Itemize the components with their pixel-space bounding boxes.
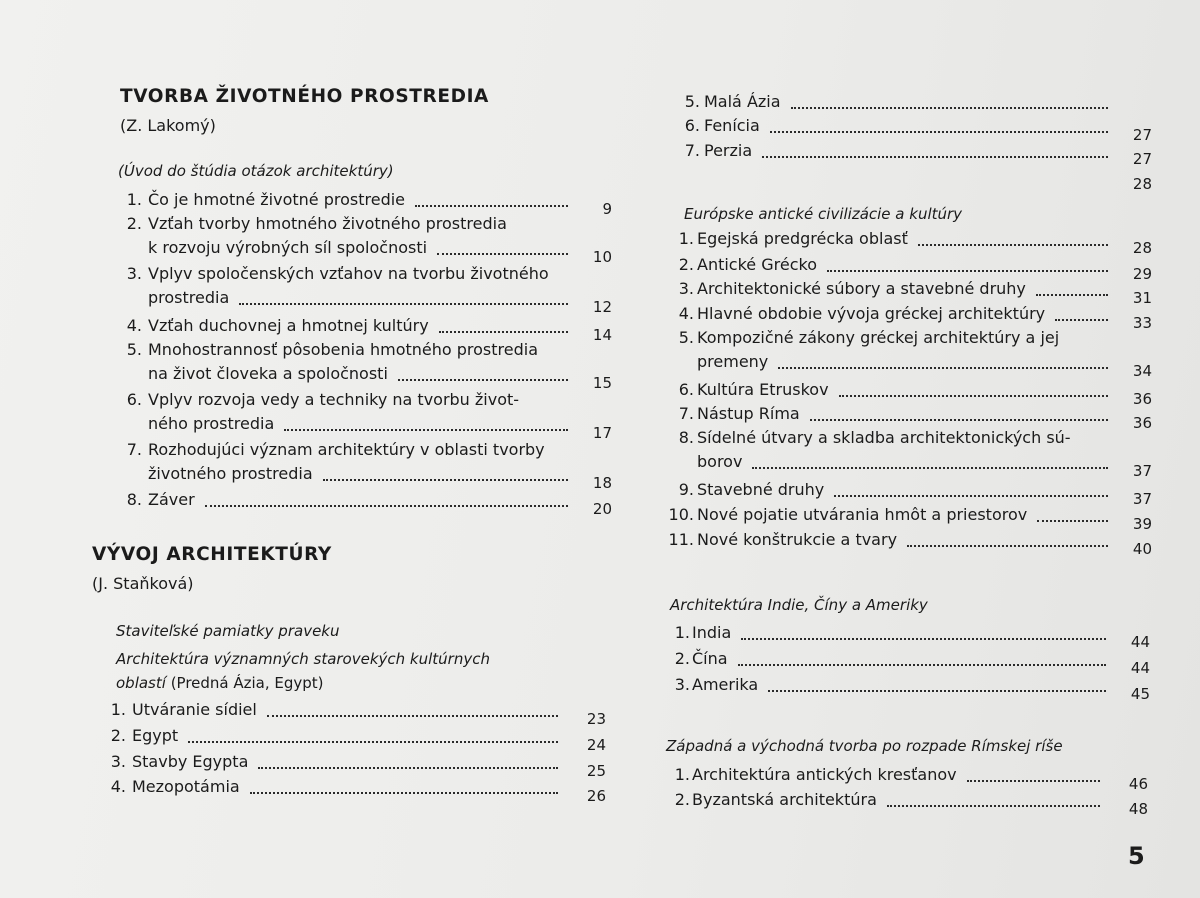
toc-leader-dots — [1036, 294, 1108, 296]
toc-leader-dots — [439, 331, 568, 333]
toc-page-number: 14 — [592, 326, 612, 344]
toc-leader-dots — [887, 805, 1100, 807]
toc-entry-title: Nové pojatie utvárania hmôt a priestorov — [697, 505, 1028, 524]
subsection-title — [116, 674, 324, 692]
toc-entry-title: Záver — [148, 490, 195, 509]
toc-leader-dots — [907, 545, 1108, 547]
toc-leader-dots — [398, 379, 568, 381]
toc-entry-line — [110, 340, 538, 359]
toc-page-number: 37 — [1132, 462, 1152, 480]
toc-entry-title: Egypt — [132, 726, 179, 745]
toc-entry-number: 7. — [678, 404, 694, 423]
toc-entry-line — [148, 288, 229, 307]
toc-entry-line — [660, 530, 897, 549]
toc-entry-number: 11. — [668, 530, 694, 549]
toc-leader-dots — [770, 131, 1108, 133]
toc-entry-title: ného prostredia — [148, 414, 275, 433]
toc-entry-number: 6. — [678, 380, 694, 399]
toc-page-number: 44 — [1130, 633, 1150, 651]
toc-entry-line — [660, 255, 817, 274]
toc-leader-dots — [762, 156, 1108, 158]
toc-entry-number: 8. — [678, 428, 694, 447]
toc-leader-dots — [827, 270, 1108, 272]
toc-leader-dots — [768, 690, 1106, 692]
toc-entry-number: 9. — [678, 480, 694, 499]
toc-entry-title: Architektonické súbory a stavebné druhy — [697, 279, 1026, 298]
toc-entry-line — [697, 452, 742, 471]
toc-entry-line — [148, 238, 427, 257]
section-title: VÝVOJ ARCHITEKTÚRY — [92, 544, 332, 565]
toc-leader-dots — [437, 253, 568, 255]
toc-entry-line — [664, 765, 957, 784]
toc-page-number: 29 — [1132, 265, 1152, 283]
toc-entry-line — [674, 141, 752, 160]
page-number: 5 — [1128, 842, 1145, 870]
toc-page-number: 40 — [1132, 540, 1152, 558]
toc-entry-title: Sídelné útvary a skladba architektonických sú- — [697, 428, 1071, 447]
toc-entry-line — [110, 214, 507, 233]
toc-entry-title: Kultúra Etruskov — [697, 380, 829, 399]
toc-entry-number: 1. — [678, 229, 694, 248]
toc-page-number: 46 — [1128, 775, 1148, 793]
toc-page-number: 25 — [586, 762, 606, 780]
toc-entry-line — [86, 726, 178, 745]
toc-entry-number: 5. — [126, 340, 142, 359]
toc-page-number: 48 — [1128, 800, 1148, 818]
toc-entry-line — [664, 623, 731, 642]
subsection-italic: oblastí — [116, 674, 166, 692]
toc-entry-line — [660, 404, 800, 423]
toc-entry-title: India — [692, 623, 732, 642]
subsection-title: Európske antické civilizácie a kultúry — [684, 205, 963, 223]
toc-page-number: 36 — [1132, 390, 1152, 408]
toc-entry-line — [674, 92, 781, 111]
toc-entry-number: 2. — [674, 649, 690, 668]
toc-entry-number: 8. — [126, 490, 142, 509]
toc-page-number: 17 — [592, 424, 612, 442]
toc-entry-title: Mezopotámia — [132, 777, 240, 796]
toc-entry-number: 2. — [110, 726, 126, 745]
toc-entry-line — [110, 390, 519, 409]
toc-entry-title: životného prostredia — [148, 464, 313, 483]
toc-entry-number: 3. — [110, 752, 126, 771]
toc-entry-number: 2. — [126, 214, 142, 233]
subsection-regular: (Predná Ázia, Egypt) — [165, 674, 324, 692]
toc-entry-title: Egejská predgrécka oblasť — [697, 229, 908, 248]
toc-entry-line — [148, 414, 274, 433]
toc-entry-title: Mnohostrannosť pôsobenia hmotného prostredia — [148, 340, 539, 359]
toc-entry-title: Vplyv spoločenských vzťahov na tvorbu životného — [148, 264, 549, 283]
toc-leader-dots — [258, 767, 558, 769]
toc-leader-dots — [778, 367, 1108, 369]
toc-entry-line — [660, 380, 829, 399]
toc-entry-title: Byzantská architektúra — [692, 790, 877, 809]
toc-entry-title: premeny — [697, 352, 769, 371]
toc-entry-title: Stavby Egypta — [132, 752, 249, 771]
section-author: (J. Staňková) — [92, 574, 194, 593]
toc-leader-dots — [839, 395, 1108, 397]
toc-entry-title: Čína — [692, 649, 728, 668]
toc-page-number: 28 — [1132, 175, 1152, 193]
toc-entry-number: 7. — [126, 440, 142, 459]
toc-leader-dots — [967, 780, 1100, 782]
toc-entry-title: Kompozičné zákony gréckej architektúry a jej — [697, 328, 1060, 347]
toc-leader-dots — [752, 467, 1108, 469]
toc-entry-line — [86, 752, 248, 771]
toc-entry-line — [664, 790, 877, 809]
toc-entry-title: na život človeka a spoločnosti — [148, 364, 388, 383]
toc-entry-title: Amerika — [692, 675, 759, 694]
section-title: TVORBA ŽIVOTNÉHO PROSTREDIA — [120, 86, 489, 107]
toc-page-number: 44 — [1130, 659, 1150, 677]
toc-leader-dots — [810, 419, 1108, 421]
toc-entry-title: Utváranie sídiel — [132, 700, 257, 719]
toc-entry-title: Čo je hmotné životné prostredie — [148, 190, 406, 209]
toc-entry-line — [110, 490, 195, 509]
subsection-title: Staviteľské pamiatky praveku — [116, 622, 340, 640]
toc-entry-line — [660, 328, 1059, 347]
toc-entry-line — [697, 352, 768, 371]
toc-page-number: 9 — [602, 200, 612, 218]
toc-entry-number: 3. — [126, 264, 142, 283]
toc-entry-title: Nové konštrukcie a tvary — [697, 530, 898, 549]
subsection-title: Architektúra Indie, Číny a Ameriky — [670, 596, 928, 614]
toc-page-number: 33 — [1132, 314, 1152, 332]
toc-entry-line — [148, 364, 388, 383]
toc-entry-number: 2. — [674, 790, 690, 809]
toc-leader-dots — [250, 792, 558, 794]
toc-entry-title: k rozvoju výrobných síl spoločnosti — [148, 238, 428, 257]
toc-entry-number: 1. — [110, 700, 126, 719]
toc-page-number: 20 — [592, 500, 612, 518]
toc-page-number: 36 — [1132, 414, 1152, 432]
toc-leader-dots — [1037, 520, 1108, 522]
subsection-title: Architektúra významných starovekých kultúrnych — [116, 650, 490, 668]
toc-page-number: 12 — [592, 298, 612, 316]
toc-entry-title: Architektúra antických kresťanov — [692, 765, 957, 784]
toc-entry-line — [664, 675, 758, 694]
toc-entry-title: Nástup Ríma — [697, 404, 800, 423]
toc-leader-dots — [834, 495, 1108, 497]
toc-entry-line — [660, 229, 908, 248]
toc-entry-line — [660, 505, 1027, 524]
toc-leader-dots — [415, 205, 568, 207]
toc-entry-line — [664, 649, 728, 668]
toc-entry-number: 10. — [668, 505, 694, 524]
toc-leader-dots — [323, 479, 568, 481]
toc-leader-dots — [918, 244, 1108, 246]
toc-page-number: 39 — [1132, 515, 1152, 533]
toc-leader-dots — [284, 429, 568, 431]
toc-entry-number: 2. — [678, 255, 694, 274]
toc-entry-title: Rozhodujúci význam architektúry v oblasti tvorby — [148, 440, 545, 459]
toc-entry-line — [660, 279, 1026, 298]
toc-entry-title: Malá Ázia — [704, 92, 781, 111]
toc-entry-number: 6. — [684, 116, 700, 135]
toc-entry-line — [110, 190, 405, 209]
toc-entry-number: 1. — [674, 623, 690, 642]
toc-entry-line — [86, 700, 257, 719]
toc-page-number: 26 — [586, 787, 606, 805]
toc-entry-number: 5. — [684, 92, 700, 111]
toc-page-number: 23 — [586, 710, 606, 728]
subsection-title: Západná a východná tvorba po rozpade Rímskej ríše — [666, 737, 1063, 755]
toc-leader-dots — [741, 638, 1106, 640]
toc-leader-dots — [738, 664, 1106, 666]
toc-entry-line — [674, 116, 760, 135]
toc-entry-line — [86, 777, 240, 796]
toc-leader-dots — [188, 741, 558, 743]
toc-leader-dots — [205, 505, 568, 507]
toc-page-number: 24 — [586, 736, 606, 754]
toc-entry-title: Vzťah duchovnej a hmotnej kultúry — [148, 316, 429, 335]
toc-entry-title: Fenícia — [704, 116, 760, 135]
toc-entry-number: 4. — [678, 304, 694, 323]
toc-page-number: 10 — [592, 248, 612, 266]
toc-leader-dots — [267, 715, 558, 717]
toc-entry-line — [110, 440, 545, 459]
toc-page-number: 31 — [1132, 289, 1152, 307]
section-subtitle: (Úvod do štúdia otázok architektúry) — [118, 162, 394, 180]
toc-entry-number: 3. — [678, 279, 694, 298]
toc-page-number: 18 — [592, 474, 612, 492]
toc-entry-title: prostredia — [148, 288, 230, 307]
toc-entry-title: Perzia — [704, 141, 753, 160]
toc-entry-number: 3. — [674, 675, 690, 694]
toc-entry-number: 1. — [674, 765, 690, 784]
toc-entry-title: Vzťah tvorby hmotného životného prostredia — [148, 214, 507, 233]
toc-entry-number: 4. — [110, 777, 126, 796]
toc-entry-line — [660, 480, 824, 499]
toc-entry-line — [110, 316, 429, 335]
toc-leader-dots — [239, 303, 568, 305]
toc-page-number: 45 — [1130, 685, 1150, 703]
toc-entry-title: Vplyv rozvoja vedy a techniky na tvorbu život- — [148, 390, 520, 409]
section-author: (Z. Lakomý) — [120, 116, 216, 135]
toc-entry-title: Hlavné obdobie vývoja gréckej architektúry — [697, 304, 1046, 323]
toc-page-number: 28 — [1132, 239, 1152, 257]
toc-entry-line — [148, 464, 313, 483]
toc-entry-number: 1. — [126, 190, 142, 209]
toc-page-number: 37 — [1132, 490, 1152, 508]
toc-entry-number: 4. — [126, 316, 142, 335]
toc-entry-line — [660, 428, 1071, 447]
toc-entry-line — [660, 304, 1045, 323]
toc-entry-line — [110, 264, 549, 283]
toc-page-number: 27 — [1132, 150, 1152, 168]
toc-leader-dots — [1055, 319, 1108, 321]
toc-page-number: 27 — [1132, 126, 1152, 144]
toc-entry-title: borov — [697, 452, 743, 471]
toc-page-number: 15 — [592, 374, 612, 392]
toc-entry-title: Antické Grécko — [697, 255, 817, 274]
toc-page-number: 34 — [1132, 362, 1152, 380]
toc-entry-title: Stavebné druhy — [697, 480, 825, 499]
toc-entry-number: 6. — [126, 390, 142, 409]
toc-entry-number: 7. — [684, 141, 700, 160]
toc-entry-number: 5. — [678, 328, 694, 347]
toc-leader-dots — [791, 107, 1108, 109]
